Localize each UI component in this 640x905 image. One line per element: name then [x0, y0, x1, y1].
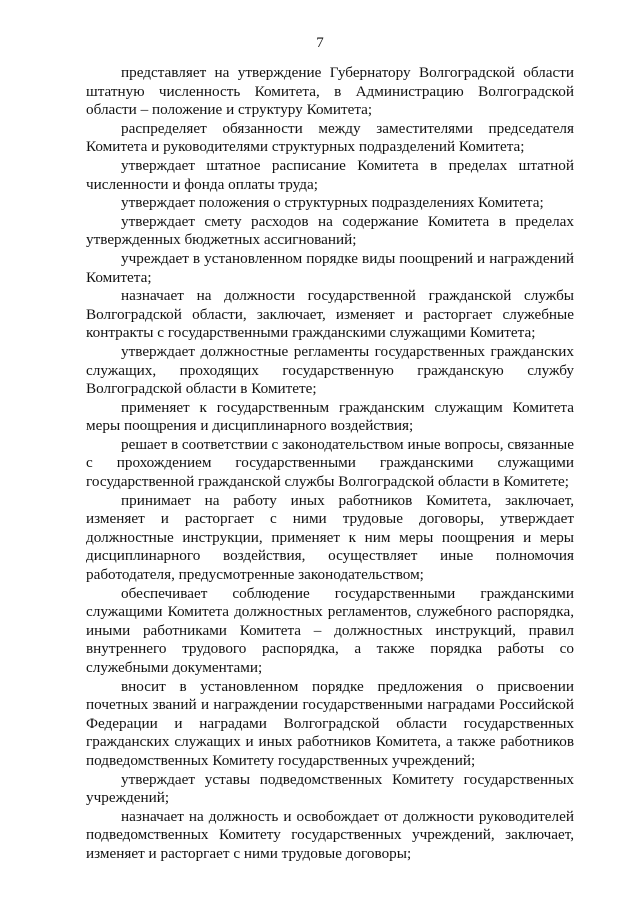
- paragraph: назначает на должности государственной гражданской службы Волгоградской области, заключает, изменяет и расторгает служебные контракты с государственными гражданскими служащими Комитета;: [86, 287, 574, 342]
- paragraph: утверждает положения о структурных подразделениях Комитета;: [121, 194, 544, 212]
- paragraph: распределяет обязанности между заместителями председателя Комитета и руководителями структурных подразделений Комитета;: [86, 119, 574, 156]
- paragraph: назначает на должность и освобождает от должности руководителей подведомственных Комитету государственных учреждений, заключает, изменяет и расторгает с ними трудовые договоры;: [86, 807, 574, 862]
- paragraph: вносит в установленном порядке предложения о присвоении почетных званий и награждении государственными наградами Российской Федерации и наградами Волгоградской области государственных гражданских служащих и иных работников Комитета, а также работников подведомственных Комитету государственных учреждений;: [86, 677, 574, 769]
- paragraph: принимает на работу иных работников Комитета, заключает, изменяет и расторгает с ними трудовые договоры, утверждает должностные инструкции, применяет к ним меры поощрения и меры дисциплинарного воздействия, осуществляет иные полномочия работодателя, предусмотренные законодательством;: [86, 491, 574, 584]
- document-body: [86, 64, 574, 864]
- paragraph: применяет к государственным гражданским служащим Комитета меры поощрения и дисциплинарного воздействия;: [86, 398, 574, 435]
- paragraph: обеспечивает соблюдение государственными гражданскими служащими Комитета должностных регламентов, служебного распорядка, иными работниками Комитета – должностных инструкций, правил внутреннего трудового распорядка, а также порядка работы со служебными документами;: [86, 584, 574, 676]
- paragraph: утверждает штатное расписание Комитета в пределах штатной численности и фонда оплаты труда;: [86, 156, 574, 193]
- paragraph: утверждает смету расходов на содержание Комитета в пределах утвержденных бюджетных ассигнований;: [86, 212, 574, 249]
- page-number: 7: [316, 35, 324, 51]
- paragraph: представляет на утверждение Губернатору Волгоградской области штатную численность Комитета, в Администрацию Волгоградской области – положение и структуру Комитета;: [86, 64, 574, 119]
- paragraph: утверждает должностные регламенты государственных гражданских служащих, проходящих государственную гражданскую службу Волгоградской области в Комитете;: [86, 342, 574, 398]
- paragraph: утверждает уставы подведомственных Комитету государственных учреждений;: [86, 770, 574, 807]
- paragraph: учреждает в установленном порядке виды поощрений и награждений Комитета;: [86, 249, 574, 286]
- paragraph: решает в соответствии с законодательством иные вопросы, связанные с прохождением государственными гражданскими служащими государственной гражданской службы Волгоградской области в Комитете;: [86, 435, 574, 491]
